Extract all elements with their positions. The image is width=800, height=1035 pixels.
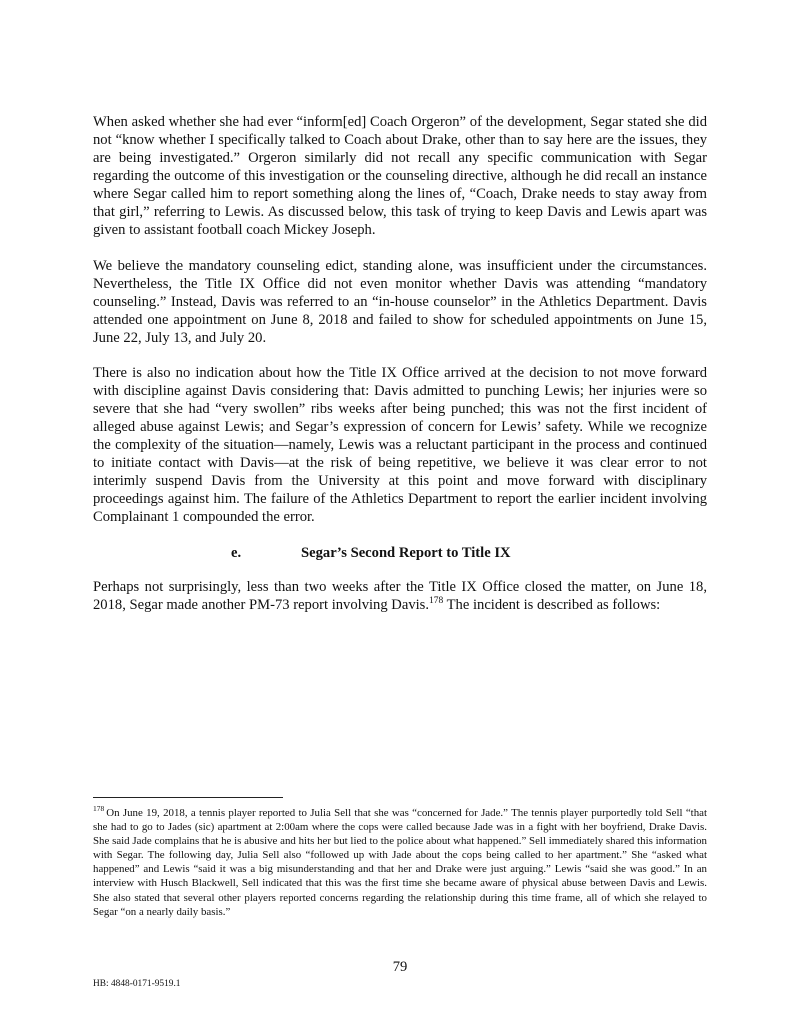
body-paragraph-3: There is also no indication about how the Title IX Office arrived at the decision to not move forward with discipline against Davis considering that: Davis admitted to punching Lewis; her injuries were so severe that she had “very swollen” ribs weeks after being punched; this was not the first incident of alleged abuse against Lewis; and Segar’s expression of concern for Lewis’ safety. While we recognize the complexity of the situation—namely, Lewis was a reluctant participant in the process and continued to initiate contact with Davis—at the risk of being repetitive, we believe it was clear error to not interimly suspend Davis from the University at this point and move forward with disciplinary proceedings against him. The failure of the Athletics Department to report the earlier incident involving Complainant 1 compounded the error. <box>93 365 707 525</box>
footnote-separator <box>93 797 283 798</box>
page-number: 79 <box>392 959 408 975</box>
footnote-178 <box>93 806 707 919</box>
body-paragraph-2: We believe the mandatory counseling edict, standing alone, was insufficient under the circumstances. Nevertheless, the Title IX Office did not even monitor whether Davis was attending “mandatory counseling.” Instead, Davis was referred to an “in-house counselor” in the Athletics Department. Davis attended one appointment on June 8, 2018 and failed to show for scheduled appointments on June 15, June 22, July 13, and July 20. <box>93 258 707 346</box>
section-heading-letter: e. <box>231 545 242 561</box>
body-paragraph-4 <box>93 578 707 614</box>
body-paragraph-4-text-after: The incident is described as follows: <box>443 597 661 613</box>
footnote-number: 178 <box>93 804 105 814</box>
body-paragraph-1: When asked whether she had ever “inform[ed] Coach Orgeron” of the development, Segar stated she did not “know whether I specifically talked to Coach about Drake, other than to say here are the issues, they are being investigated.” Orgeron similarly did not recall any specific communication with Segar regarding the outcome of this investigation or the counseling directive, although he did recall an instance where Segar called him to report something along the lines of, “Coach, Drake needs to stay away from that girl,” referring to Lewis. As discussed below, this task of trying to keep Davis and Lewis apart was given to assistant football coach Mickey Joseph. <box>93 114 707 238</box>
section-heading-title: Segar’s Second Report to Title IX <box>301 545 511 561</box>
document-id: HB: 4848-0171-9519.1 <box>93 979 181 989</box>
body-paragraph-4-text-before: Perhaps not surprisingly, less than two weeks after the Title IX Office closed the matter, on June 18, 2018, Segar made another PM-73 report involving Davis. <box>93 579 707 613</box>
footnote-text: On June 19, 2018, a tennis player reported to Julia Sell that she was “concerned for Jade.” The tennis player purportedly told Sell “that she had to go to Jades (sic) apartment at 2:00am where the cops were called because Jade was in a fight with her boyfriend, Drake Davis. She said Jade complains that he is abusive and hits her but lied to the police about what happened.” Sell immediately shared this information with Segar. The following day, Julia Sell also “followed up with Jade about the cops being called to her apartment.” She “asked what happened” and Lewis “said it was a big misunderstanding and that her and Drake were just arguing.” Lewis “said she was good.” In an interview with Husch Blackwell, Sell indicated that this was the first time she became aware of physical abuse between Davis and Lewis. She also stated that several other players reported concerns regarding the relationship during this time frame, all of which she relayed to Segar “on a nearly daily basis.” <box>93 807 707 918</box>
footnote-reference-178[interactable]: 178 <box>429 596 444 607</box>
